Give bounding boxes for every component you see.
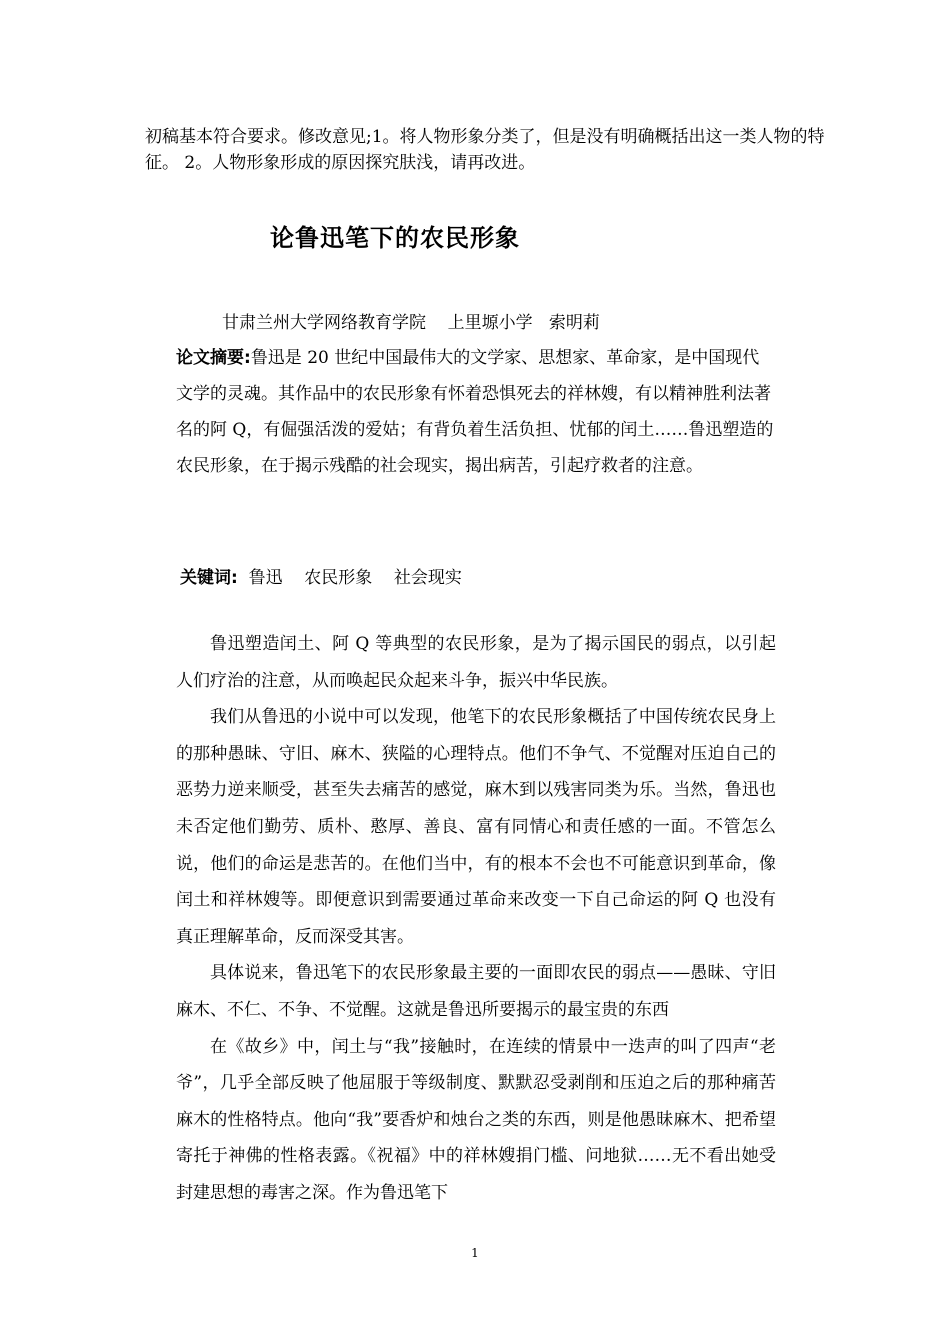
paragraph: 我们从鲁迅的小说中可以发现，他笔下的农民形象概括了中国传统农民身上的那种愚昧、守旧、麻木、狭隘的心理特点。他们不争气、不觉醒对压迫自己的恶势力逆来顺受，甚至失去痛苦的感觉，麻木到以残害同类为乐。当然，鲁迅也未否定他们勤劳、质朴、憨厚、善良、富有同情心和责任感的一面。不管怎么说，他们的命运是悲苦的。在他们当中，有的根本不会也不可能意识到革命，像闰土和祥林嫂等。即便意识到需要通过革命来改变一下自己命运的阿 Q 也没有真正理解革命，反而深受其害。 (176, 707, 776, 947)
paragraph: 具体说来，鲁迅笔下的农民形象最主要的一面即农民的弱点——愚昧、守旧麻木、不仁、不争、不觉醒。这就是鲁迅所要揭示的最宝贵的东西 (176, 963, 776, 1020)
abstract-text: 鲁迅是 20 世纪中国最伟大的文学家、思想家、革命家，是中国现代文学的灵魂。其作品中的农民形象有怀着恐惧死去的祥林嫂，有以精神胜利法著名的阿 Q，有倔强活泼的爱姑；有背负着生活负担、忧郁的闰土……鲁迅塑造的农民形象，在于揭示残酷的社会现实，揭出病苦，引起疗救者的注意。 (176, 348, 774, 476)
body-text (176, 626, 776, 1212)
review-comment: 初稿基本符合要求。修改意见;1。将人物形象分类了，但是没有明确概括出这一类人物的特征。 2。人物形象形成的原因探究肤浅，请再改进。 (145, 127, 825, 173)
keywords-label: 关键词: (180, 568, 238, 588)
paragraph: 鲁迅塑造闰土、阿 Q 等典型的农民形象，是为了揭示国民的弱点，以引起人们疗治的注意，从而唤起民众起来斗争，振兴中华民族。 (176, 634, 776, 691)
keywords (180, 563, 462, 588)
paragraph: 在《故乡》中，闰土与“我”接触时，在连续的情景中一迭声的叫了四声“老爷”，几乎全部反映了他屈服于等级制度、默默忍受剥削和压迫之后的那种痛苦麻木的性格特点。他向“我”要香炉和烛台之类的东西，则是他愚昧麻木、把希望寄托于神佛的性格表露。《祝福》中的祥林嫂捐门槛、问地狱……无不看出她受封建思想的毒害之深。作为鲁迅笔下 (176, 1036, 776, 1203)
keywords-text: 鲁迅 农民形象 社会现实 (237, 568, 462, 588)
abstract-label: 论文摘要: (176, 348, 251, 368)
author-line: 甘肃兰州大学网络教育学院 上里塬小学 索明莉 (222, 313, 600, 333)
page-title: 论鲁迅笔下的农民形象 (270, 224, 520, 252)
page-number: 1 (471, 1246, 479, 1260)
abstract (176, 340, 776, 484)
